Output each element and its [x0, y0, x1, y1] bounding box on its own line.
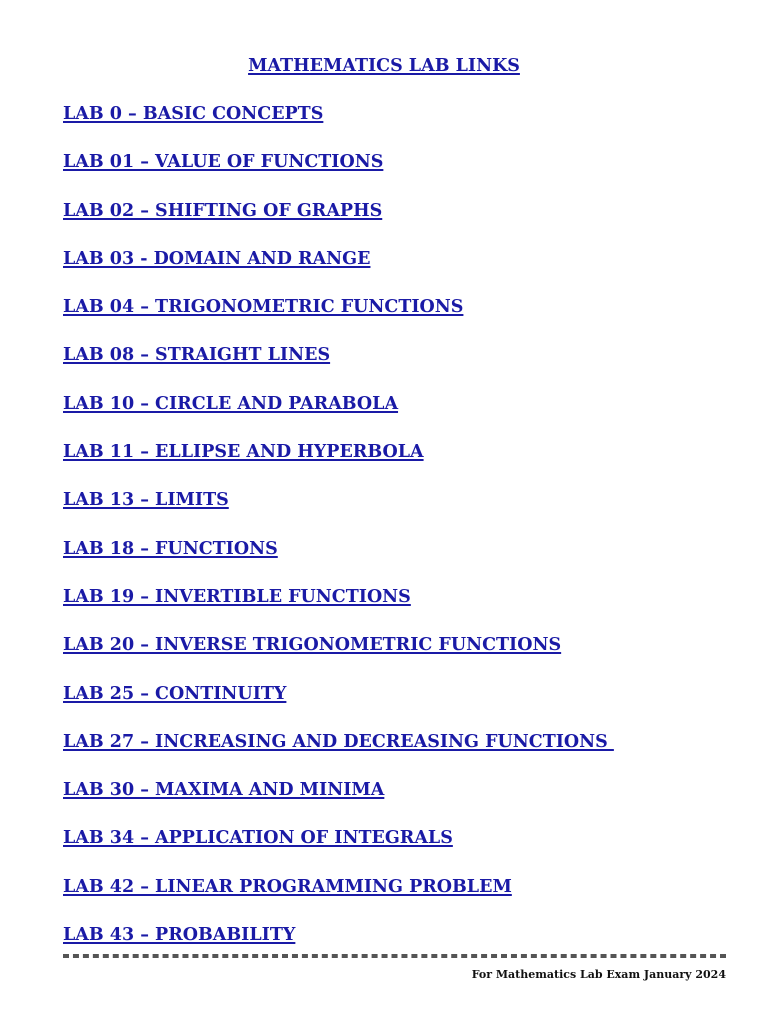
- lab-link-08[interactable]: LAB 08 – STRAIGHT LINES: [63, 345, 331, 366]
- page-title-text: MATHEMATICS LAB LINKS: [248, 56, 520, 76]
- lab-link-01[interactable]: LAB 01 – VALUE OF FUNCTIONS: [63, 152, 384, 173]
- lab-link-18[interactable]: LAB 18 – FUNCTIONS: [63, 538, 278, 559]
- lab-link-13[interactable]: LAB 13 – LIMITS: [63, 490, 229, 511]
- lab-link-20[interactable]: LAB 20 – INVERSE TRIGONOMETRIC FUNCTIONS: [63, 635, 562, 656]
- lab-link-10[interactable]: LAB 10 – CIRCLE AND PARABOLA: [63, 393, 399, 414]
- lab-link-19[interactable]: LAB 19 – INVERTIBLE FUNCTIONS: [63, 586, 411, 607]
- lab-link-04[interactable]: LAB 04 – TRIGONOMETRIC FUNCTIONS: [63, 297, 464, 318]
- footer-note: For Mathematics Lab Exam January 2024: [471, 968, 726, 981]
- lab-link-03[interactable]: LAB 03 - DOMAIN AND RANGE: [63, 248, 371, 269]
- lab-link-34[interactable]: LAB 34 – APPLICATION OF INTEGRALS: [63, 828, 453, 849]
- lab-link-27[interactable]: LAB 27 – INCREASING AND DECREASING FUNCTIONS: [63, 731, 614, 752]
- lab-link-25[interactable]: LAB 25 – CONTINUITY: [63, 683, 287, 704]
- lab-link-0[interactable]: LAB 0 – BASIC CONCEPTS: [63, 104, 324, 124]
- lab-link-43[interactable]: LAB 43 – PROBABILITY: [63, 925, 296, 946]
- lab-link-11[interactable]: LAB 11 – ELLIPSE AND HYPERBOLA: [63, 442, 424, 463]
- lab-link-02[interactable]: LAB 02 – SHIFTING OF GRAPHS: [63, 200, 383, 221]
- lab-link-42[interactable]: LAB 42 – LINEAR PROGRAMMING PROBLEM: [63, 876, 512, 897]
- footer-divider: [63, 954, 726, 958]
- lab-links-list: [63, 102, 743, 971]
- lab-link-30[interactable]: LAB 30 – MAXIMA AND MINIMA: [63, 780, 385, 801]
- page-title: [0, 54, 768, 78]
